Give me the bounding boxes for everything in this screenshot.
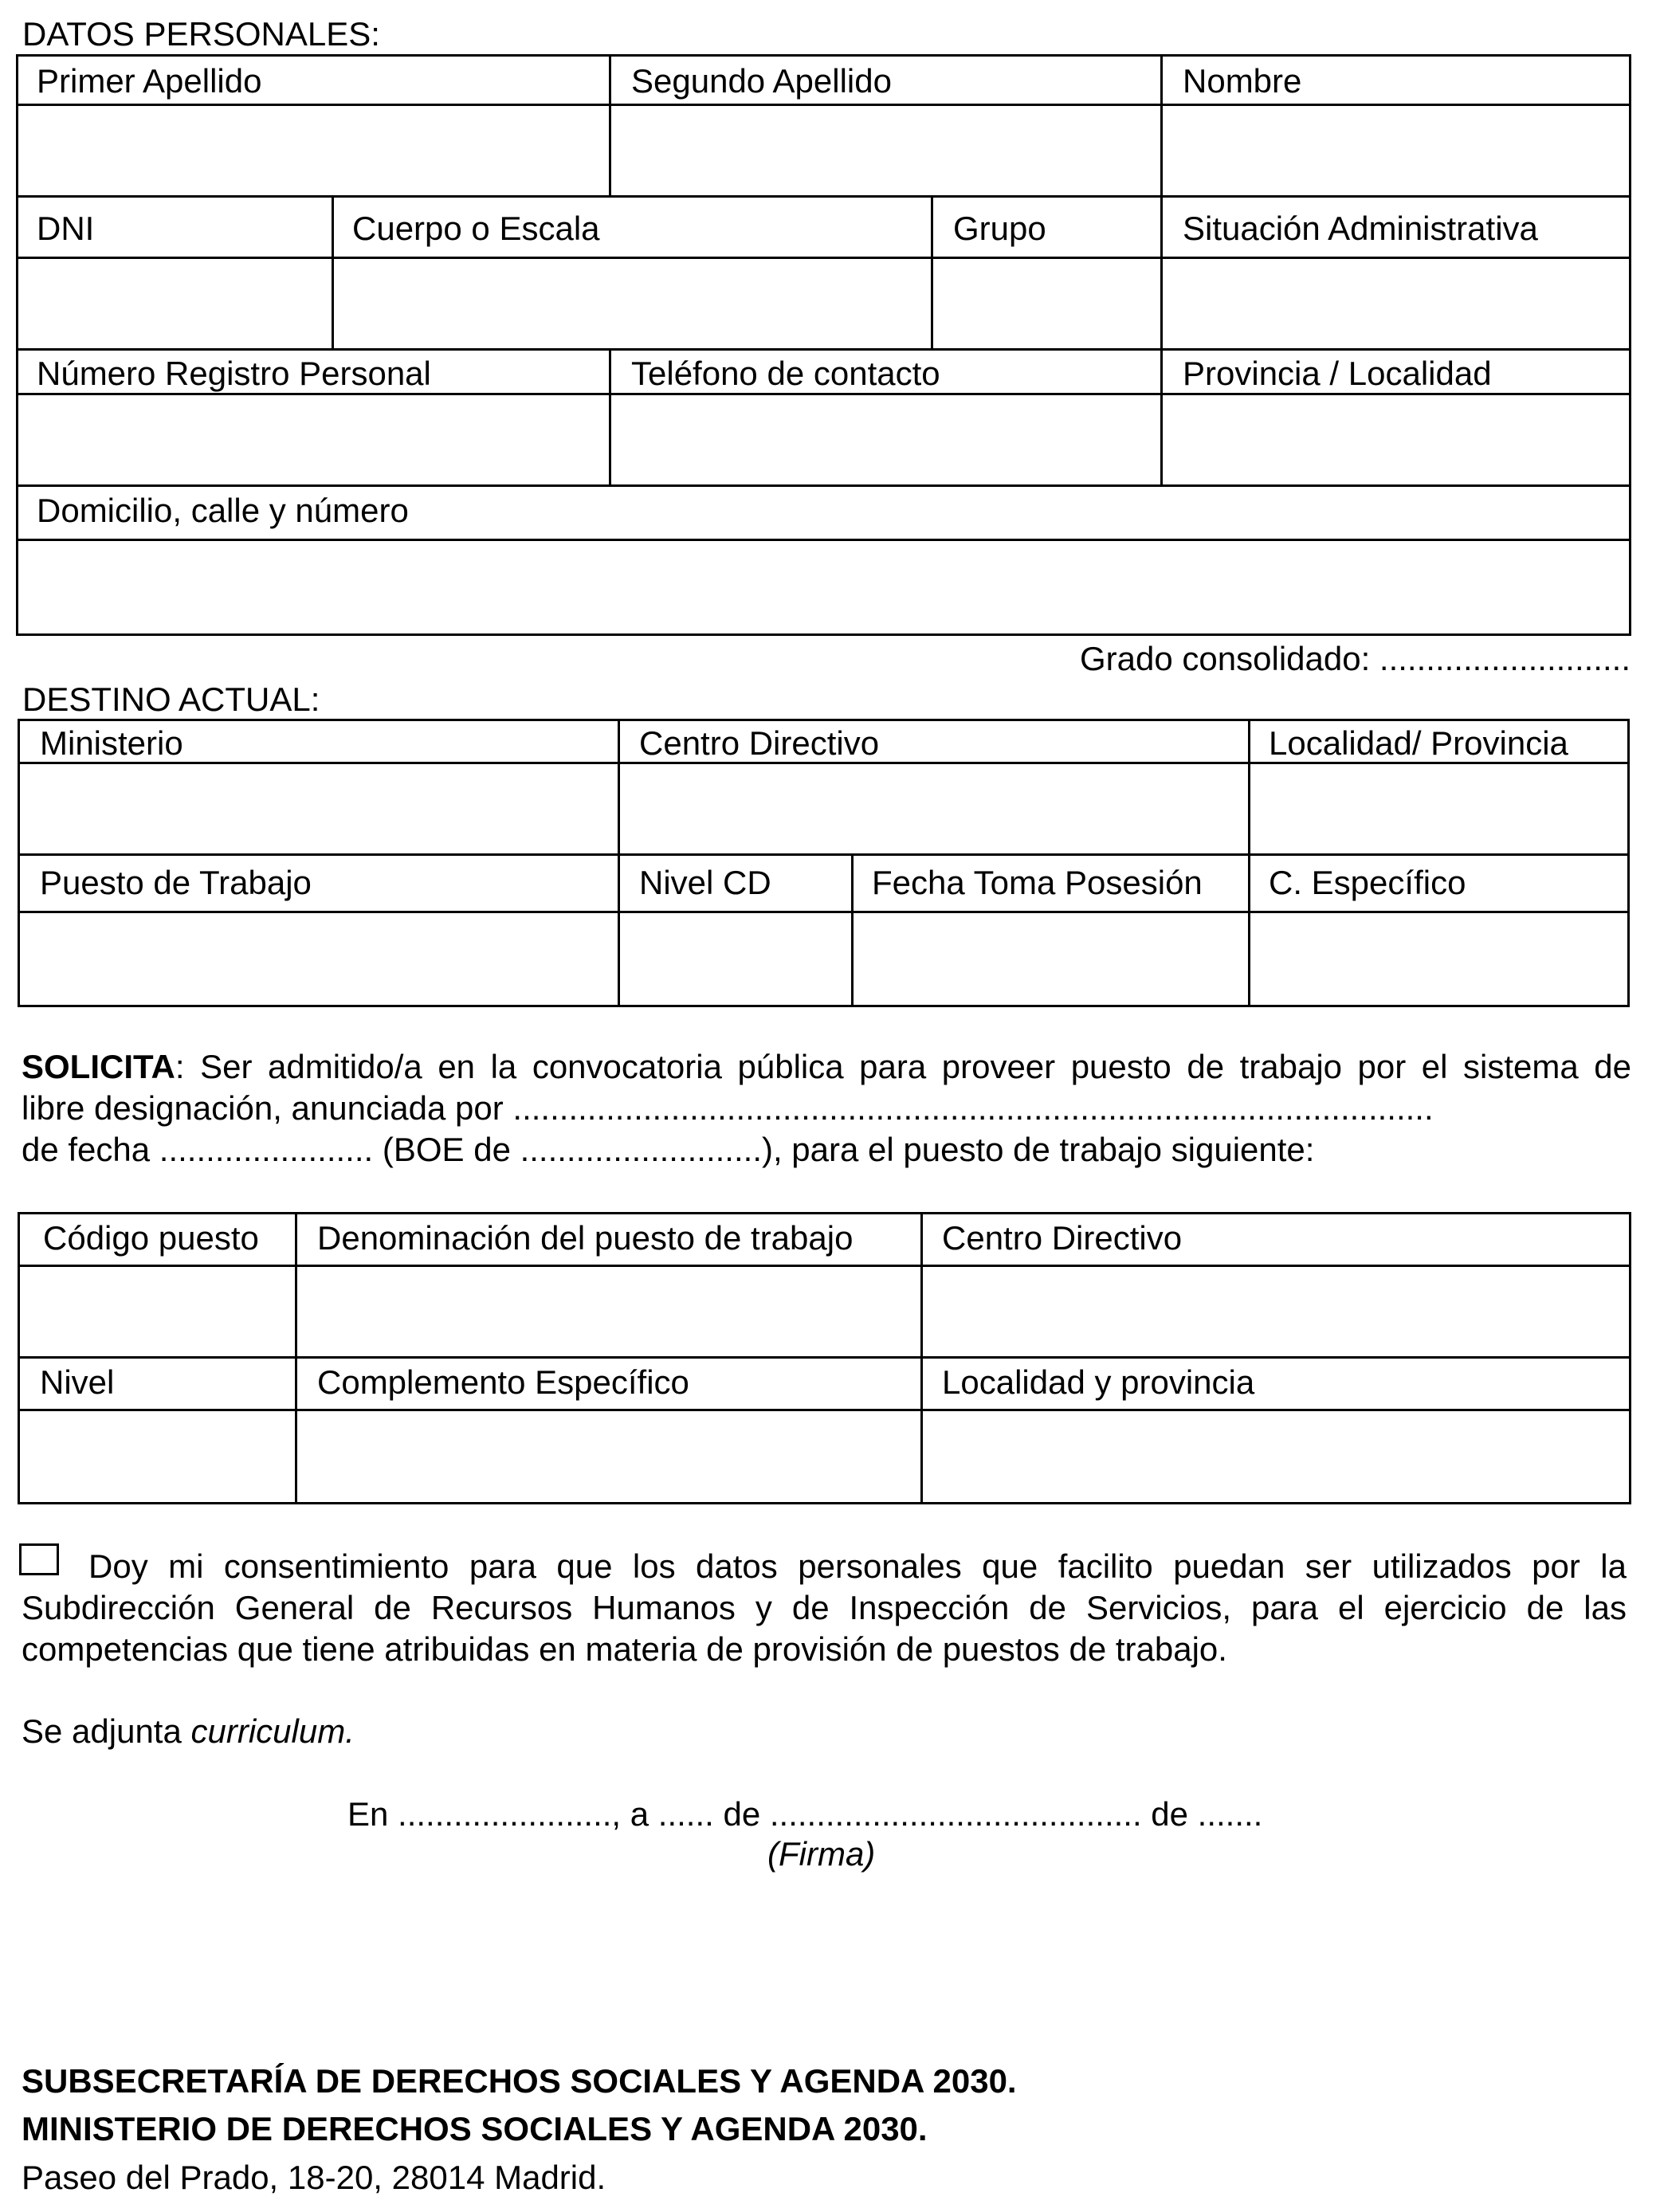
footer-address: Paseo del Prado, 18-20, 28014 Madrid. bbox=[22, 2159, 606, 2196]
field-nivel[interactable] bbox=[20, 1411, 295, 1502]
label-provincia-localidad: Provincia / Localidad bbox=[1183, 355, 1492, 392]
consent-line-3: competencias que tiene atribuidas en materia de provisión de puestos de trabajo. bbox=[22, 1630, 1227, 1668]
field-codigo-puesto[interactable] bbox=[20, 1267, 295, 1356]
solicita-line-3: de fecha ....................... (BOE de ..........................), para el puesto de trabajo siguiente: bbox=[22, 1131, 1315, 1168]
field-fecha-toma-posesion[interactable] bbox=[854, 913, 1248, 1005]
label-denominacion-puesto: Denominación del puesto de trabajo bbox=[317, 1219, 854, 1257]
label-localidad-provincia: Localidad/ Provincia bbox=[1269, 724, 1568, 762]
field-centro-directivo-puesto[interactable] bbox=[923, 1267, 1629, 1356]
field-primer-apellido[interactable] bbox=[18, 106, 609, 195]
label-nombre: Nombre bbox=[1183, 62, 1302, 100]
label-nivel: Nivel bbox=[40, 1363, 115, 1401]
solicita-paragraph bbox=[22, 1046, 1631, 1171]
firma-label: (Firma) bbox=[767, 1835, 876, 1873]
solicita-label: SOLICITA bbox=[22, 1048, 175, 1085]
adjunta-curriculum: curriculum bbox=[190, 1712, 346, 1750]
label-centro-directivo-actual: Centro Directivo bbox=[639, 724, 880, 762]
label-dni: DNI bbox=[37, 210, 95, 247]
label-puesto-trabajo: Puesto de Trabajo bbox=[40, 864, 312, 901]
solicita-line-2: libre designación, anunciada por ................................................................................................... bbox=[22, 1089, 1434, 1127]
label-codigo-puesto: Código puesto bbox=[43, 1219, 259, 1257]
label-centro-directivo-puesto: Centro Directivo bbox=[942, 1219, 1183, 1257]
field-c-especifico[interactable] bbox=[1250, 913, 1627, 1005]
field-situacion-administrativa[interactable] bbox=[1163, 259, 1629, 348]
signature-line: En ......................., a ...... de ........................................ de ....... bbox=[347, 1795, 1263, 1833]
label-telefono-contacto: Teléfono de contacto bbox=[631, 355, 940, 392]
consent-paragraph bbox=[22, 1546, 1627, 1670]
footer-subsecretaria: SUBSECRETARÍA DE DERECHOS SOCIALES Y AGENDA 2030. bbox=[22, 2062, 1017, 2100]
field-puesto-trabajo[interactable] bbox=[20, 913, 618, 1005]
field-denominacion-puesto[interactable] bbox=[297, 1267, 920, 1356]
label-cuerpo-escala: Cuerpo o Escala bbox=[352, 210, 600, 247]
grado-consolidado: Grado consolidado: ........................... bbox=[1080, 640, 1631, 677]
consent-line-1: Doy mi consentimiento para que los datos personales que facilito puedan ser utilizados por la bbox=[88, 1547, 1627, 1585]
field-dni[interactable] bbox=[18, 259, 332, 348]
field-localidad-y-provincia[interactable] bbox=[923, 1411, 1629, 1502]
field-provincia-localidad[interactable] bbox=[1163, 395, 1629, 484]
label-segundo-apellido: Segundo Apellido bbox=[631, 62, 892, 100]
field-cuerpo-escala[interactable] bbox=[334, 259, 931, 348]
destino-actual-heading: DESTINO ACTUAL: bbox=[22, 680, 320, 718]
field-telefono-contacto[interactable] bbox=[611, 395, 1160, 484]
label-domicilio: Domicilio, calle y número bbox=[37, 492, 409, 529]
label-localidad-y-provincia: Localidad y provincia bbox=[942, 1363, 1255, 1401]
field-centro-directivo-actual[interactable] bbox=[620, 764, 1248, 853]
label-ministerio: Ministerio bbox=[40, 724, 183, 762]
field-numero-registro-personal[interactable] bbox=[18, 395, 609, 484]
personal-data-heading: DATOS PERSONALES: bbox=[22, 15, 380, 53]
label-primer-apellido: Primer Apellido bbox=[37, 62, 262, 100]
field-grupo[interactable] bbox=[933, 259, 1160, 348]
label-numero-registro-personal: Número Registro Personal bbox=[37, 355, 431, 392]
field-domicilio[interactable] bbox=[18, 541, 1629, 633]
adjunta-suffix: . bbox=[345, 1712, 355, 1750]
field-complemento-especifico[interactable] bbox=[297, 1411, 920, 1502]
field-nombre[interactable] bbox=[1163, 106, 1629, 195]
adjunta-line bbox=[22, 1712, 355, 1750]
adjunta-prefix: Se adjunta bbox=[22, 1712, 191, 1750]
label-situacion-administrativa: Situación Administrativa bbox=[1183, 210, 1538, 247]
footer-ministerio: MINISTERIO DE DERECHOS SOCIALES Y AGENDA 2030. bbox=[22, 2110, 928, 2147]
consent-line-2: Subdirección General de Recursos Humanos y de Inspección de Servicios, para el ejercicio de las bbox=[22, 1589, 1627, 1626]
label-nivel-cd: Nivel CD bbox=[639, 864, 771, 901]
field-localidad-provincia[interactable] bbox=[1250, 764, 1627, 853]
solicita-line-1: : Ser admitido/a en la convocatoria pública para proveer puesto de trabajo por el sistema de bbox=[175, 1048, 1631, 1085]
label-fecha-toma-posesion: Fecha Toma Posesión bbox=[872, 864, 1203, 901]
field-segundo-apellido[interactable] bbox=[611, 106, 1160, 195]
label-grupo: Grupo bbox=[953, 210, 1046, 247]
field-ministerio[interactable] bbox=[20, 764, 618, 853]
label-c-especifico: C. Específico bbox=[1269, 864, 1466, 901]
label-complemento-especifico: Complemento Específico bbox=[317, 1363, 689, 1401]
field-nivel-cd[interactable] bbox=[620, 913, 851, 1005]
